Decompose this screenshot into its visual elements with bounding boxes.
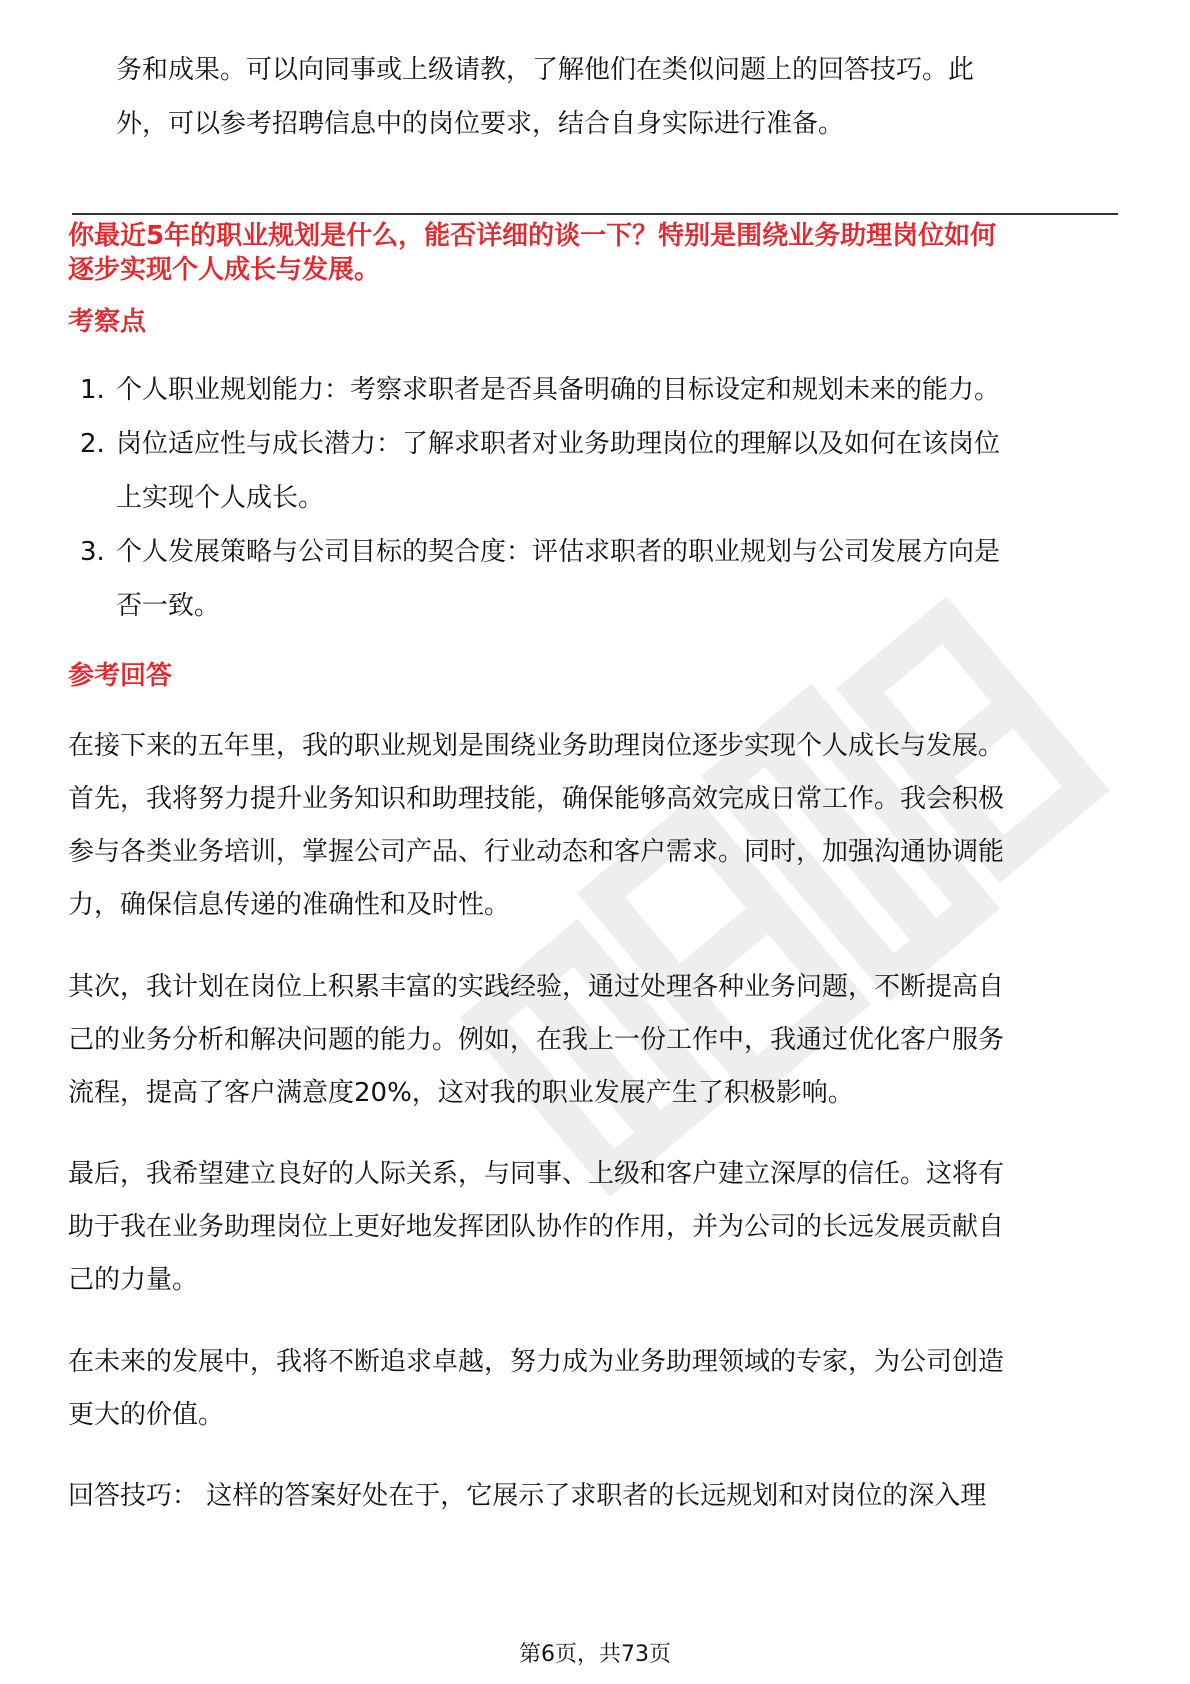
- answer-p1-line-4: 力，确保信息传递的准确性和及时性。: [68, 890, 511, 920]
- answer-p4-line-1: 在未来的发展中，我将不断追求卓越，努力成为业务助理领域的专家，为公司创造: [68, 1347, 1005, 1377]
- question-line-1: 你最近5年的职业规划是什么，能否详细的谈一下？特别是围绕业务助理岗位如何: [68, 221, 997, 251]
- answer-heading: 参考回答: [68, 661, 173, 691]
- answer-p2-line-1: 其次，我计划在岗位上积累丰富的实践经验，通过处理各种业务问题，不断提高自: [68, 972, 1005, 1002]
- question-line-2: 逐步实现个人成长与发展。: [68, 255, 381, 285]
- section-divider: [72, 213, 1118, 215]
- answer-p1-line-3: 参与各类业务培训，掌握公司产品、行业动态和客户需求。同时，加强沟通协调能: [68, 837, 1005, 867]
- focus-item-3-line-1: 个人发展策略与公司目标的契合度：评估求职者的职业规划与公司发展方向是: [116, 537, 1001, 567]
- watermark-graphic: [420, 560, 1120, 1260]
- focus-item-3-line-2: 否一致。: [116, 591, 221, 621]
- intro-line-1: 务和成果。可以向同事或上级请教，了解他们在类似问题上的回答技巧。此: [116, 55, 975, 85]
- answer-p1-line-2: 首先，我将努力提升业务知识和助理技能，确保能够高效完成日常工作。我会积极: [68, 784, 1005, 814]
- focus-item-1-number: 1.: [80, 375, 105, 405]
- answer-p2-line-2: 己的业务分析和解决问题的能力。例如，在我上一份工作中，我通过优化客户服务: [68, 1025, 1005, 1055]
- intro-line-2: 外，可以参考招聘信息中的岗位要求，结合自身实际进行准备。: [116, 109, 845, 139]
- answer-p1-line-1: 在接下来的五年里，我的职业规划是围绕业务助理岗位逐步实现个人成长与发展。: [68, 731, 1005, 761]
- focus-item-1-line-1: 个人职业规划能力：考察求职者是否具备明确的目标设定和规划未来的能力。: [116, 375, 1001, 405]
- focus-item-2-line-1: 岗位适应性与成长潜力：了解求职者对业务助理岗位的理解以及如何在该岗位: [116, 429, 1001, 459]
- answer-p3-line-2: 助于我在业务助理岗位上更好地发挥团队协作的作用，并为公司的长远发展贡献自: [68, 1212, 1005, 1242]
- answer-p3-line-3: 己的力量。: [68, 1265, 199, 1295]
- page-number-footer: 第6页，共73页: [519, 1642, 671, 1667]
- answer-p3-line-1: 最后，我希望建立良好的人际关系，与同事、上级和客户建立深厚的信任。这将有: [68, 1159, 1005, 1189]
- focus-item-3-number: 3.: [80, 537, 105, 567]
- answer-tip: 回答技巧： 这样的答案好处在于，它展示了求职者的长远规划和对岗位的深入理: [68, 1481, 987, 1511]
- answer-p4-line-2: 更大的价值。: [68, 1400, 225, 1430]
- focus-heading: 考察点: [68, 307, 147, 337]
- answer-p2-line-3: 流程，提高了客户满意度20%，这对我的职业发展产生了积极影响。: [68, 1078, 854, 1108]
- focus-item-2-number: 2.: [80, 429, 105, 459]
- focus-item-2-line-2: 上实现个人成长。: [116, 483, 325, 513]
